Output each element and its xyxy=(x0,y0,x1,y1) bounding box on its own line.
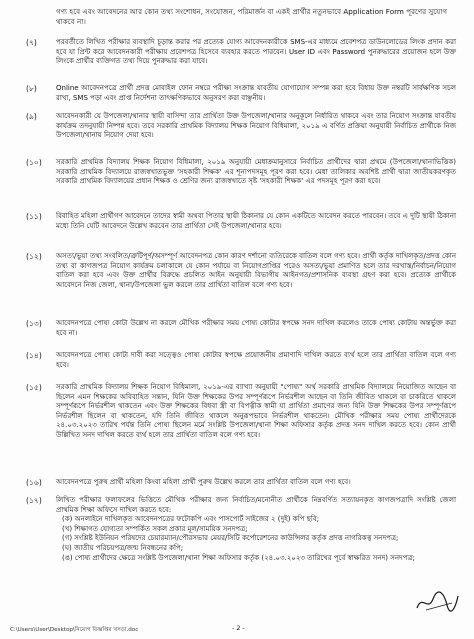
sub-item-gha: (ঘ) জাতীয় পরিচয়পত্র/জন্ম নিবন্ধনের কপি; xyxy=(62,543,184,552)
item-text: আবেদনপত্রে পোষ্য কোটা উল্লেখ না করলে মৌখিক পরীক্ষার সময় পোষ্য কোটার স্বপক্ষে সনদ দাখিল করলেও তাকে পোষ্য কোটায় অন্তর্ভুক্ত করা হবে না। xyxy=(56,319,456,337)
signature-mark xyxy=(414,590,460,614)
item-number: (১৩) xyxy=(26,319,42,328)
continuation-paragraph: গণ্য হবে এবং আবেদনের আর কোন তথ্য সংশোধন, সংযোজন, পরিমার্জন বা একই প্রার্থীর নতুনভাবে Application Form পূরণের সুযোগ থাকবে না। xyxy=(56,7,448,26)
item-text: সরকারি প্রাথমিক বিদ্যালয় শিক্ষক নিয়োগ বিধিমালা, ২০১৯ অনুযায়ী মেধাক্রমানুসারে নির্বাচিত প্রার্থীদের দ্বারা প্রথমে (উপজেলা/থানাভিত্তিক) সরকারি প্রাথমিক বিদ্যালয়ে রাজস্বখাতভুক্ত 'সহকারী শিক্ষক' এর শূন্যপদসমূহ পূরণ করা হবে। মেধা তালিকার অবশিষ্ট প্রার্থী দ্বারা জাতীয়করণকৃত সরকারি প্রাথমিক বিদ্যালয়ের প্রধান শিক্ষক ও শ্রেণির জন্য রাজস্বখাতে সৃষ্ট 'সহকারী শিক্ষক' এর পদসমূহ পূরণ করা হবে। xyxy=(56,158,456,186)
item-number: (১২) xyxy=(26,252,42,261)
item-number: (১৭) xyxy=(26,496,42,505)
item-intro: লিখিত পরীক্ষার ফলাফলের ভিত্তিতে মৌখিক পরীক্ষার জন্য নির্বাচিত/মনোনীত প্রার্থীকে নিম্নবর্ণিত সত্যায়নকৃত কাগজপত্রাদি সংশ্লিষ্ট জেলা প্রাথমিক শিক্ষা অফিসে দাখিল করতে হবে: xyxy=(56,496,456,514)
item-number: (৯) xyxy=(26,112,37,121)
item-number: (৭) xyxy=(26,38,37,47)
item-text: সরকারি প্রাথমিক বিদ্যালয় শিক্ষক নিয়োগ বিধিমালা, ২০১৯-এর ব্যাখ্যা অনুযায়ী "পোষ্য" অর্থ সরকারি প্রাথমিক বিদ্যালয়ে নিয়োজিত আছেন বা ছিলেন এমন শিক্ষকের অবিবাহিত সন্তান, যিনি উক্ত শিক্ষকের উপর সম্পূর্ণরূপে নির্ভরশীল আছেন বা তিনি জীবিত থাকলে বা চাকরিতে থাকলে সম্পূর্ণরূপে নির্ভরশীল থাকতেন এবং উক্ত শিক্ষকের বিধবা স্ত্রী বা বিপত্নীক স্বামী যা প্রার্থিতা প্রমাণের জন্য যিনি উক্ত শিক্ষকের উপর সম্পূর্ণরূপে নির্ভরশীল ছিলেন বা থাকতেন, যদি তিনি জীবিত থাকলে অনুরূপভাবে নির্ভরশীল থাকতেন। মৌখিক পরীক্ষার সময় পোষ্য প্রার্থীদেরকে ২৪.০৩.২০২৩ তারিখ পর্যন্ত তিনি পোষ্য ছিলেন মর্মে সংশ্লিষ্ট উপজেলা/থানা শিক্ষা অফিসার কর্তৃক প্রদত্ত সনদ দাখিল করতে হবে। কোন প্রার্থী উল্লিখিত সনদ দাখিল করতে ব্যর্থ হলে তার প্রার্থিতা বাতিল বলে গণ্য হবে। xyxy=(56,383,456,439)
item-text: আবেদনপত্রে পুরুষ প্রার্থী মহিলা কিংবা মহিলা প্রার্থী পুরুষ উল্লেখ করলে তার প্রার্থিতা বাতিল বলে গণ্য হবে। xyxy=(56,478,351,486)
sub-item-ka: (ক) অনলাইনে দাখিলকৃত আবেদনপত্রের ফটোকপি এবং পাসপোর্ট সাইজের ২ (দুই) কপি ছবি; xyxy=(62,515,320,524)
file-path-footer: C:\Users\User\Desktop\নিয়োগ বিজ্ঞপ্তির খসড়া.doc xyxy=(10,627,139,633)
item-text: বিবাহিত মহিলা প্রার্থীগণ আবেদনে তাদের স্বামী অথবা পিতার স্থায়ী ঠিকানার যে কোন একটিতে আবেদন করতে পারবেন। তবে এ দুটি স্থায়ী ঠিকানা মধ্যে তিনি যেটি আবেদনে উল্লেখ করবেন তার প্রার্থিতা সেই উপজেলা/থানার হবে। xyxy=(56,212,456,230)
item-number: (১০) xyxy=(26,158,42,167)
item-number: (১১) xyxy=(26,212,42,221)
sub-item-ga: (গ) সংশ্লিষ্ট ইউনিয়ন পরিষদের চেয়ারম্যান/পৌরসভার মেয়র/সিটি কর্পোরেশনের কাউন্সিলর কর্তৃক প্রদত্ত নাগরিকত্ব সনদপত্র; xyxy=(62,534,399,543)
item-text: অসত্য/ভুয়া তথ্য সংবলিত/ত্রুটিপূর্ণ/অসম্পূর্ণ আবেদনপত্র কোন কারণ দর্শানো ব্যতিরেকে বাতিল বলে গণ্য হবে। প্রার্থী কর্তৃক দাখিলকৃত/প্রদত্ত কোন তথ্য বা কাগজপত্র নিয়োগ কার্যক্রম চলাকালে যে কোন পর্যায়ে বা নিয়োগপ্রাপ্তির পরেও অসত্য/ভুয়া প্রমাণিত হলে তার দরখাস্ত/নির্বাচন/নিয়োগ বাতিল করা হবে এবং উক্ত প্রার্থীর বিরুদ্ধে প্রচলিত আইন অনুযায়ী বিভাগীয় আইনগত/প্রশাসনিক ব্যবস্থা গ্রহণ করা হবে। প্রত্যেক প্রার্থীকে আবেদনে নিজ জেলা, থানা/উপজেলা ভুল করলে তার প্রার্থিতা বাতিল বলে গণ্য হবে। xyxy=(56,252,456,289)
item-text: আবেদনপত্রে পোষ্য কোটা দাবী করা সত্ত্বেও পোষ্য কোটার স্বপক্ষে প্রয়োজনীয় প্রমাণাদি দাখিল করতে ব্যর্থ হলে তার প্রার্থিতা বাতিল বলে গণ্য হবে। xyxy=(56,351,456,369)
item-text: Online আবেদনপত্রে প্রার্থী প্রদত্ত মোবাইল ফোন নম্বরে পরীক্ষা সংক্রান্ত যাবতীয় যোগাযোগ সম্পন্ন করা হবে বিধায় উক্ত নম্বরটি সার্বক্ষণিক সচল রাখা, SMS পড়া এবং প্রাপ্ত নির্দেশনা তাৎক্ষণিকভাবে অনুসরণ করা বাঞ্ছনীয়। xyxy=(56,84,456,102)
sub-item-kha: (খ) শিক্ষাগত যোগ্যতা সম্পর্কিত সকল প্রকার মূল/সাময়িক সনদপত্র; xyxy=(62,524,248,533)
item-number: (১৫) xyxy=(26,383,42,392)
item-text xyxy=(56,496,456,563)
item-text: আবেদনকারী যে উপজেলা/থানার স্থায়ী বাসিন্দা তার প্রার্থিতা উক্ত উপজেলা/থানার অনুকূলে নির্ধারিত থাকবে এবং তার নিয়োগ সংক্রান্ত যাবতীয় কার্যক্রম তদনুযায়ী নিষ্পন্ন হবে। তবে সরকারি প্রাথমিক বিদ্যালয় শিক্ষক নিয়োগ বিধিমালা, ২০১৯ এ বর্ণিত প্রক্রিয়া অনুযায়ী নির্বাচিত প্রার্থীকে নিজ উপজেলা/থানায় নিয়োগ দেয়া হবে। xyxy=(56,112,456,140)
item-number: (১৪) xyxy=(26,351,42,360)
item-number: (১৬) xyxy=(26,478,42,487)
sub-item-umo: (ঙ) পোষ্য প্রার্থীদের ক্ষেত্রে সংশ্লিষ্ট উপজেলা/থানা শিক্ষা অফিসার কর্তৃক (২৪.০৩.২০২৩ তারিখের পূর্বে স্বাক্ষরিত সনদ) সনদপত্র; xyxy=(62,553,415,562)
item-number: (৮) xyxy=(26,84,37,93)
item-text: পরবর্তীতে লিখিত পরীক্ষার ব্যবস্থাদি চূড়ান্ত করার পর প্রত্যেক যোগ্য আবেদনকারীকে SMS-এর মাধ্যমে প্রবেশপত্র ডাউনলোডের লিংক প্রদান করা হবে যা প্রিন্ট করে আবেদনকারী পরীক্ষায় প্রবেশপত্র হিসেবে ব্যবহার করতে পারবেন। User ID এবং Password পুনরুদ্ধারের প্রয়োজন হলে উক্ত লিংকে প্রার্থীর ব্যক্তিগত তথ্য দিয়ে পুনরুদ্ধার করা যাবে। xyxy=(56,38,456,66)
page-number: - 2 - xyxy=(232,624,245,632)
